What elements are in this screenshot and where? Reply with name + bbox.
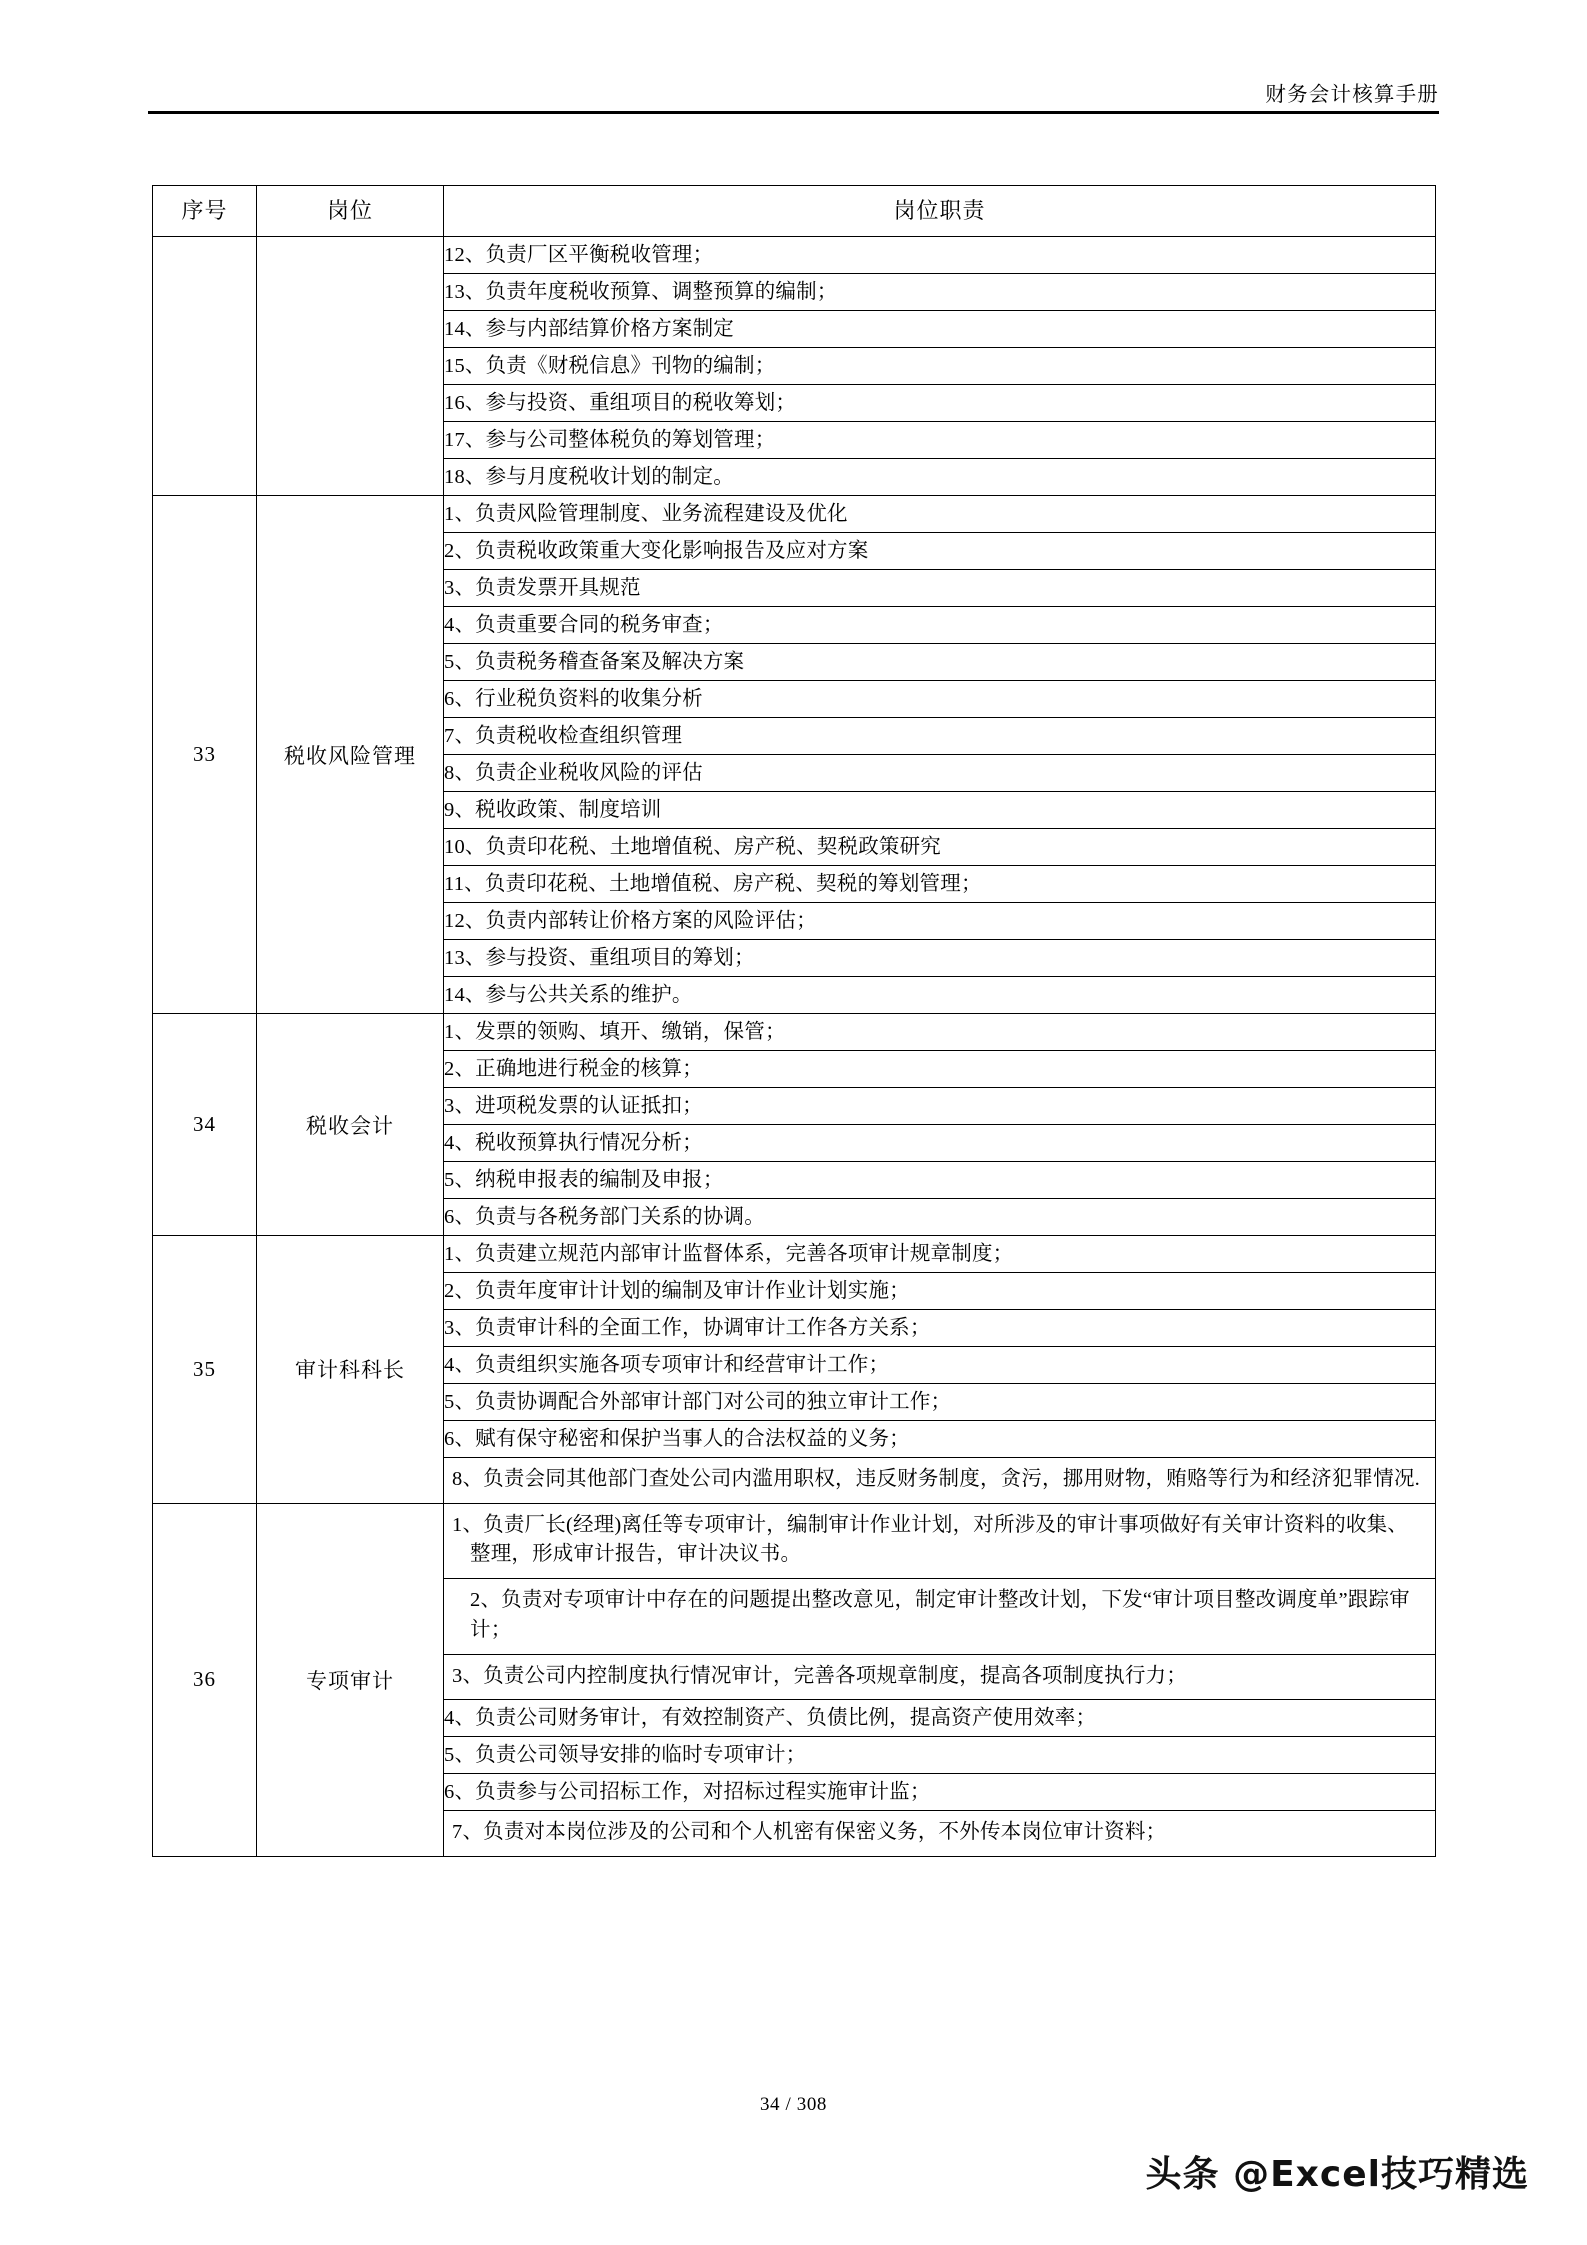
cell-duty-item: 15、负责《财税信息》刊物的编制； [444,348,1436,385]
document-title: 财务会计核算手册 [1265,83,1439,106]
cell-sequence-number: 35 [153,1236,257,1504]
cell-duty-item: 3、负责审计科的全面工作，协调审计工作各方关系； [444,1310,1436,1347]
cell-duty-item: 6、负责参与公司招标工作，对招标过程实施审计监； [444,1774,1436,1811]
cell-sequence-number: 36 [153,1503,257,1856]
column-header-duty: 岗位职责 [444,186,1436,237]
cell-duty-item: 13、负责年度税收预算、调整预算的编制； [444,274,1436,311]
job-responsibilities-table [152,185,1436,1857]
page-number: 34 / 308 [759,2094,828,2115]
header-divider [148,111,1439,114]
cell-duty-item: 2、负责对专项审计中存在的问题提出整改意见，制定审计整改计划，下发“审计项目整改调度单”跟踪审计； [444,1579,1436,1654]
cell-duty-item: 2、负责年度审计计划的编制及审计作业计划实施； [444,1273,1436,1310]
cell-duty-item: 7、负责税收检查组织管理 [444,718,1436,755]
table-row [153,1014,1436,1051]
cell-duty-item: 5、负责协调配合外部审计部门对公司的独立审计工作； [444,1384,1436,1421]
cell-sequence-number: 34 [153,1014,257,1236]
cell-duty-item: 3、负责公司内控制度执行情况审计，完善各项规章制度，提高各项制度执行力； [444,1654,1436,1700]
cell-duty-item: 11、负责印花税、土地增值税、房产税、契税的筹划管理； [444,866,1436,903]
cell-duty-item: 4、负责公司财务审计，有效控制资产、负债比例，提高资产使用效率； [444,1700,1436,1737]
cell-duty-item: 3、负责发票开具规范 [444,570,1436,607]
cell-duty-item: 10、负责印花税、土地增值税、房产税、契税政策研究 [444,829,1436,866]
column-header-no: 序号 [153,186,257,237]
table-body [153,237,1436,1857]
cell-duty-item: 6、行业税负资料的收集分析 [444,681,1436,718]
table-row [153,1503,1436,1578]
running-header [148,74,1439,114]
cell-duty-item: 6、赋有保守秘密和保护当事人的合法权益的义务； [444,1421,1436,1458]
cell-duty-item: 5、纳税申报表的编制及申报； [444,1162,1436,1199]
cell-duty-item: 5、负责税务稽查备案及解决方案 [444,644,1436,681]
cell-duty-item: 12、负责厂区平衡税收管理； [444,237,1436,274]
cell-duty-item: 8、负责会同其他部门查处公司内滥用职权，违反财务制度，贪污，挪用财物，贿赂等行为和经济犯罪情况. [444,1458,1436,1504]
cell-duty-item: 9、税收政策、制度培训 [444,792,1436,829]
cell-post-name: 税收会计 [257,1014,444,1236]
cell-duty-item: 3、进项税发票的认证抵扣； [444,1088,1436,1125]
cell-duty-item: 4、负责重要合同的税务审查； [444,607,1436,644]
cell-duty-item: 2、负责税收政策重大变化影响报告及应对方案 [444,533,1436,570]
table-row [153,496,1436,533]
table-header-row [153,186,1436,237]
cell-duty-item: 5、负责公司领导安排的临时专项审计； [444,1737,1436,1774]
cell-duty-item: 13、参与投资、重组项目的筹划； [444,940,1436,977]
column-header-post: 岗位 [257,186,444,237]
cell-duty-item: 1、发票的领购、填开、缴销，保管； [444,1014,1436,1051]
cell-post-name: 专项审计 [257,1503,444,1856]
cell-duty-item: 14、参与公共关系的维护。 [444,977,1436,1014]
cell-duty-item: 1、负责风险管理制度、业务流程建设及优化 [444,496,1436,533]
cell-duty-item: 16、参与投资、重组项目的税收筹划； [444,385,1436,422]
cell-post-name [257,237,444,496]
cell-duty-item: 1、负责厂长(经理)离任等专项审计，编制审计作业计划，对所涉及的审计事项做好有关审计资料的收集、整理，形成审计报告，审计决议书。 [444,1503,1436,1578]
cell-duty-item: 8、负责企业税收风险的评估 [444,755,1436,792]
cell-post-name: 税收风险管理 [257,496,444,1014]
cell-duty-item: 4、负责组织实施各项专项审计和经营审计工作； [444,1347,1436,1384]
watermark: 头条 @Excel技巧精选 [1145,2154,1529,2195]
cell-duty-item: 14、参与内部结算价格方案制定 [444,311,1436,348]
cell-duty-item: 6、负责与各税务部门关系的协调。 [444,1199,1436,1236]
cell-duty-item: 12、负责内部转让价格方案的风险评估； [444,903,1436,940]
cell-duty-item: 4、税收预算执行情况分析； [444,1125,1436,1162]
cell-post-name: 审计科科长 [257,1236,444,1504]
cell-sequence-number [153,237,257,496]
table-row [153,1236,1436,1273]
cell-sequence-number: 33 [153,496,257,1014]
cell-duty-item: 17、参与公司整体税负的筹划管理； [444,422,1436,459]
cell-duty-item: 18、参与月度税收计划的制定。 [444,459,1436,496]
cell-duty-item: 7、负责对本岗位涉及的公司和个人机密有保密义务，不外传本岗位审计资料； [444,1811,1436,1857]
cell-duty-item: 2、正确地进行税金的核算； [444,1051,1436,1088]
cell-duty-item: 1、负责建立规范内部审计监督体系，完善各项审计规章制度； [444,1236,1436,1273]
table-row [153,237,1436,274]
